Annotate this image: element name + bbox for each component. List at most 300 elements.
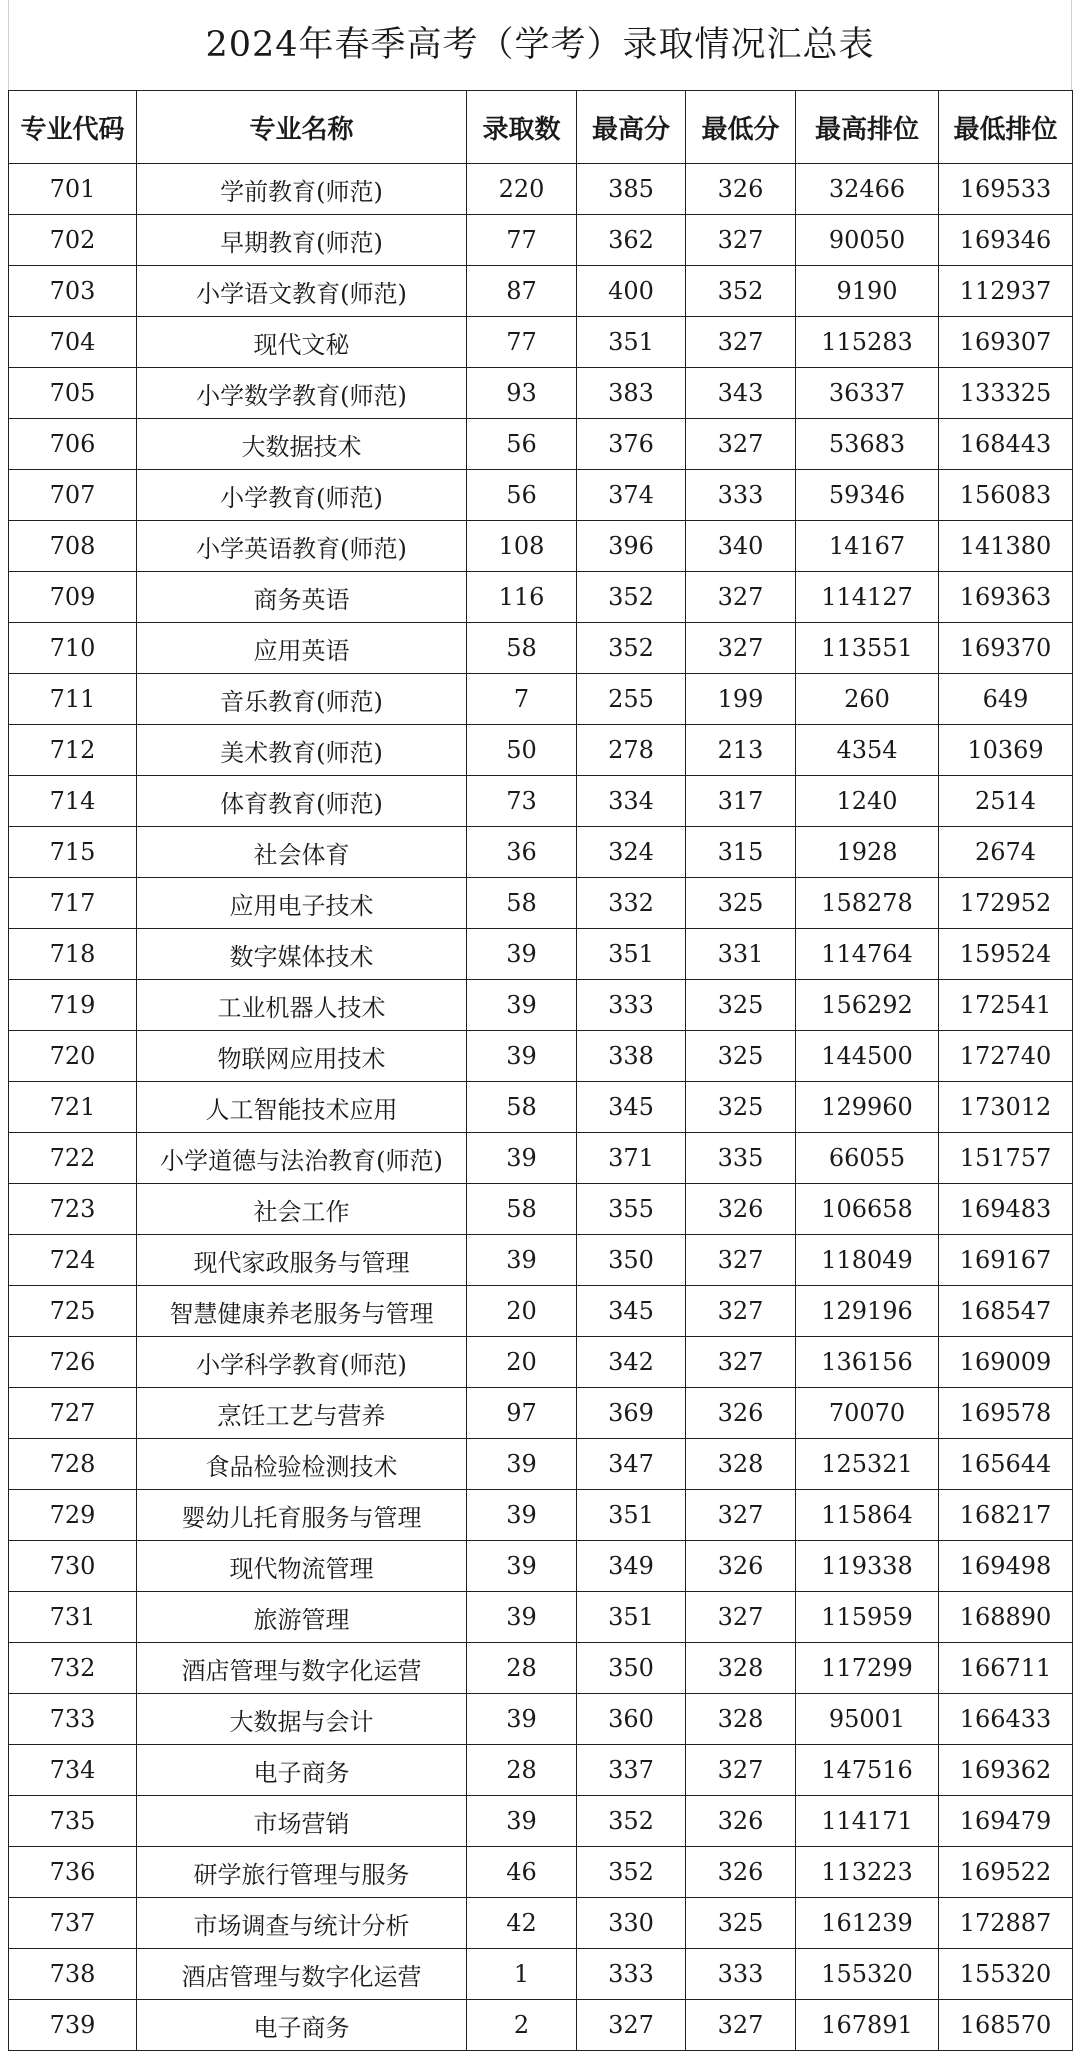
cell-major-code: 739 — [9, 2000, 137, 2051]
header-lowest-rank: 最低排位 — [939, 91, 1073, 164]
cell-highest-score: 255 — [577, 674, 686, 725]
cell-lowest-rank: 172952 — [939, 878, 1073, 929]
cell-major-name: 学前教育(师范) — [137, 164, 467, 215]
page-title: 2024年春季高考（学考）录取情况汇总表 — [8, 0, 1072, 90]
header-admitted-count: 录取数 — [467, 91, 577, 164]
cell-lowest-rank: 133325 — [939, 368, 1073, 419]
cell-highest-score: 345 — [577, 1286, 686, 1337]
cell-highest-score: 385 — [577, 164, 686, 215]
cell-admitted-count: 108 — [467, 521, 577, 572]
cell-lowest-score: 333 — [686, 1949, 796, 2000]
cell-lowest-score: 343 — [686, 368, 796, 419]
cell-admitted-count: 93 — [467, 368, 577, 419]
cell-admitted-count: 39 — [467, 1490, 577, 1541]
cell-major-code: 719 — [9, 980, 137, 1031]
cell-major-name: 小学科学教育(师范) — [137, 1337, 467, 1388]
cell-admitted-count: 39 — [467, 1235, 577, 1286]
table-row — [9, 572, 1073, 623]
cell-highest-score: 334 — [577, 776, 686, 827]
cell-major-name: 社会工作 — [137, 1184, 467, 1235]
cell-major-code: 702 — [9, 215, 137, 266]
cell-lowest-rank: 2514 — [939, 776, 1073, 827]
cell-highest-rank: 1240 — [796, 776, 939, 827]
cell-lowest-rank: 172541 — [939, 980, 1073, 1031]
cell-admitted-count: 73 — [467, 776, 577, 827]
cell-highest-rank: 70070 — [796, 1388, 939, 1439]
cell-major-name: 食品检验检测技术 — [137, 1439, 467, 1490]
cell-major-code: 715 — [9, 827, 137, 878]
cell-admitted-count: 56 — [467, 419, 577, 470]
cell-lowest-score: 317 — [686, 776, 796, 827]
table-row — [9, 1082, 1073, 1133]
cell-major-name: 现代家政服务与管理 — [137, 1235, 467, 1286]
cell-admitted-count: 46 — [467, 1847, 577, 1898]
cell-lowest-rank: 155320 — [939, 1949, 1073, 2000]
cell-admitted-count: 20 — [467, 1286, 577, 1337]
cell-lowest-rank: 169483 — [939, 1184, 1073, 1235]
table-row — [9, 419, 1073, 470]
cell-highest-rank: 1928 — [796, 827, 939, 878]
cell-admitted-count: 36 — [467, 827, 577, 878]
cell-highest-score: 351 — [577, 929, 686, 980]
cell-lowest-score: 326 — [686, 164, 796, 215]
cell-major-name: 酒店管理与数字化运营 — [137, 1643, 467, 1694]
cell-major-code: 737 — [9, 1898, 137, 1949]
cell-highest-rank: 158278 — [796, 878, 939, 929]
cell-lowest-score: 326 — [686, 1796, 796, 1847]
cell-major-code: 720 — [9, 1031, 137, 1082]
cell-major-code: 705 — [9, 368, 137, 419]
header-highest-rank: 最高排位 — [796, 91, 939, 164]
cell-major-code: 703 — [9, 266, 137, 317]
cell-admitted-count: 2 — [467, 2000, 577, 2051]
cell-lowest-rank: 156083 — [939, 470, 1073, 521]
cell-highest-rank: 9190 — [796, 266, 939, 317]
cell-lowest-score: 331 — [686, 929, 796, 980]
cell-highest-rank: 260 — [796, 674, 939, 725]
cell-lowest-score: 333 — [686, 470, 796, 521]
cell-lowest-rank: 169346 — [939, 215, 1073, 266]
cell-highest-rank: 14167 — [796, 521, 939, 572]
cell-highest-score: 351 — [577, 317, 686, 368]
cell-lowest-score: 340 — [686, 521, 796, 572]
cell-admitted-count: 39 — [467, 1592, 577, 1643]
cell-highest-score: 355 — [577, 1184, 686, 1235]
cell-highest-rank: 129196 — [796, 1286, 939, 1337]
cell-admitted-count: 39 — [467, 1133, 577, 1184]
header-highest-score: 最高分 — [577, 91, 686, 164]
cell-highest-score: 337 — [577, 1745, 686, 1796]
cell-admitted-count: 1 — [467, 1949, 577, 2000]
table-row — [9, 1031, 1073, 1082]
table-row — [9, 1133, 1073, 1184]
cell-major-name: 社会体育 — [137, 827, 467, 878]
cell-highest-rank: 32466 — [796, 164, 939, 215]
cell-major-code: 722 — [9, 1133, 137, 1184]
cell-highest-score: 345 — [577, 1082, 686, 1133]
cell-lowest-rank: 169363 — [939, 572, 1073, 623]
cell-lowest-rank: 172887 — [939, 1898, 1073, 1949]
cell-major-name: 小学数学教育(师范) — [137, 368, 467, 419]
cell-lowest-rank: 649 — [939, 674, 1073, 725]
cell-lowest-rank: 159524 — [939, 929, 1073, 980]
cell-lowest-score: 325 — [686, 1082, 796, 1133]
cell-lowest-score: 326 — [686, 1541, 796, 1592]
cell-admitted-count: 39 — [467, 929, 577, 980]
cell-major-code: 726 — [9, 1337, 137, 1388]
cell-lowest-rank: 172740 — [939, 1031, 1073, 1082]
cell-highest-rank: 144500 — [796, 1031, 939, 1082]
cell-major-code: 708 — [9, 521, 137, 572]
cell-lowest-score: 327 — [686, 1592, 796, 1643]
cell-major-name: 现代文秘 — [137, 317, 467, 368]
cell-highest-rank: 114171 — [796, 1796, 939, 1847]
cell-lowest-rank: 2674 — [939, 827, 1073, 878]
cell-lowest-score: 327 — [686, 623, 796, 674]
cell-major-name: 小学英语教育(师范) — [137, 521, 467, 572]
cell-highest-score: 362 — [577, 215, 686, 266]
cell-highest-rank: 129960 — [796, 1082, 939, 1133]
cell-highest-rank: 114764 — [796, 929, 939, 980]
cell-lowest-score: 327 — [686, 1337, 796, 1388]
cell-lowest-score: 327 — [686, 419, 796, 470]
cell-admitted-count: 87 — [467, 266, 577, 317]
cell-lowest-rank: 169578 — [939, 1388, 1073, 1439]
cell-admitted-count: 39 — [467, 1694, 577, 1745]
cell-major-name: 电子商务 — [137, 2000, 467, 2051]
cell-lowest-score: 325 — [686, 1898, 796, 1949]
cell-highest-rank: 118049 — [796, 1235, 939, 1286]
cell-admitted-count: 50 — [467, 725, 577, 776]
cell-highest-score: 333 — [577, 980, 686, 1031]
cell-lowest-rank: 168570 — [939, 2000, 1073, 2051]
cell-lowest-score: 327 — [686, 1745, 796, 1796]
cell-highest-rank: 90050 — [796, 215, 939, 266]
table-row — [9, 776, 1073, 827]
cell-highest-score: 352 — [577, 1847, 686, 1898]
table-row — [9, 1235, 1073, 1286]
cell-major-code: 723 — [9, 1184, 137, 1235]
table-row — [9, 470, 1073, 521]
cell-lowest-score: 327 — [686, 317, 796, 368]
cell-lowest-score: 328 — [686, 1439, 796, 1490]
cell-major-code: 732 — [9, 1643, 137, 1694]
table-row — [9, 827, 1073, 878]
cell-highest-rank: 95001 — [796, 1694, 939, 1745]
cell-highest-score: 369 — [577, 1388, 686, 1439]
cell-highest-rank: 36337 — [796, 368, 939, 419]
cell-lowest-score: 326 — [686, 1388, 796, 1439]
cell-major-name: 智慧健康养老服务与管理 — [137, 1286, 467, 1337]
cell-highest-rank: 113551 — [796, 623, 939, 674]
cell-admitted-count: 58 — [467, 1082, 577, 1133]
cell-admitted-count: 77 — [467, 215, 577, 266]
cell-major-name: 早期教育(师范) — [137, 215, 467, 266]
cell-highest-score: 333 — [577, 1949, 686, 2000]
cell-major-code: 709 — [9, 572, 137, 623]
cell-major-code: 738 — [9, 1949, 137, 2000]
cell-lowest-rank: 141380 — [939, 521, 1073, 572]
cell-highest-score: 396 — [577, 521, 686, 572]
cell-lowest-score: 327 — [686, 1490, 796, 1541]
cell-highest-score: 383 — [577, 368, 686, 419]
cell-major-name: 物联网应用技术 — [137, 1031, 467, 1082]
cell-major-code: 721 — [9, 1082, 137, 1133]
cell-major-name: 小学教育(师范) — [137, 470, 467, 521]
cell-lowest-score: 352 — [686, 266, 796, 317]
cell-admitted-count: 77 — [467, 317, 577, 368]
table-row — [9, 1796, 1073, 1847]
cell-major-name: 现代物流管理 — [137, 1541, 467, 1592]
table-row — [9, 2000, 1073, 2051]
cell-lowest-score: 327 — [686, 2000, 796, 2051]
header-lowest-score: 最低分 — [686, 91, 796, 164]
cell-highest-score: 351 — [577, 1490, 686, 1541]
table-row — [9, 878, 1073, 929]
cell-lowest-score: 328 — [686, 1643, 796, 1694]
cell-major-code: 706 — [9, 419, 137, 470]
cell-highest-rank: 156292 — [796, 980, 939, 1031]
cell-major-code: 735 — [9, 1796, 137, 1847]
table-row — [9, 317, 1073, 368]
cell-highest-score: 347 — [577, 1439, 686, 1490]
table-row — [9, 1184, 1073, 1235]
cell-highest-score: 400 — [577, 266, 686, 317]
cell-highest-rank: 53683 — [796, 419, 939, 470]
cell-lowest-score: 326 — [686, 1184, 796, 1235]
cell-major-name: 大数据技术 — [137, 419, 467, 470]
cell-major-name: 音乐教育(师范) — [137, 674, 467, 725]
cell-lowest-rank: 169533 — [939, 164, 1073, 215]
table-row — [9, 1337, 1073, 1388]
cell-highest-score: 338 — [577, 1031, 686, 1082]
cell-admitted-count: 58 — [467, 878, 577, 929]
cell-highest-rank: 117299 — [796, 1643, 939, 1694]
cell-lowest-score: 327 — [686, 215, 796, 266]
cell-major-code: 712 — [9, 725, 137, 776]
cell-highest-rank: 115283 — [796, 317, 939, 368]
cell-major-name: 酒店管理与数字化运营 — [137, 1949, 467, 2000]
cell-lowest-score: 327 — [686, 1286, 796, 1337]
cell-highest-score: 376 — [577, 419, 686, 470]
cell-highest-rank: 136156 — [796, 1337, 939, 1388]
cell-lowest-rank: 168443 — [939, 419, 1073, 470]
cell-lowest-score: 213 — [686, 725, 796, 776]
cell-major-code: 710 — [9, 623, 137, 674]
cell-major-code: 734 — [9, 1745, 137, 1796]
cell-admitted-count: 39 — [467, 980, 577, 1031]
cell-highest-rank: 106658 — [796, 1184, 939, 1235]
cell-highest-score: 360 — [577, 1694, 686, 1745]
cell-lowest-score: 335 — [686, 1133, 796, 1184]
cell-admitted-count: 116 — [467, 572, 577, 623]
cell-major-code: 736 — [9, 1847, 137, 1898]
cell-admitted-count: 97 — [467, 1388, 577, 1439]
cell-major-name: 体育教育(师范) — [137, 776, 467, 827]
cell-highest-score: 324 — [577, 827, 686, 878]
cell-major-name: 旅游管理 — [137, 1592, 467, 1643]
table-row — [9, 215, 1073, 266]
cell-lowest-rank: 169362 — [939, 1745, 1073, 1796]
cell-admitted-count: 28 — [467, 1745, 577, 1796]
cell-lowest-rank: 166433 — [939, 1694, 1073, 1745]
table-row — [9, 1490, 1073, 1541]
cell-admitted-count: 39 — [467, 1796, 577, 1847]
cell-highest-score: 352 — [577, 1796, 686, 1847]
cell-lowest-score: 325 — [686, 1031, 796, 1082]
table-row — [9, 1694, 1073, 1745]
cell-highest-rank: 59346 — [796, 470, 939, 521]
cell-major-name: 工业机器人技术 — [137, 980, 467, 1031]
cell-highest-score: 351 — [577, 1592, 686, 1643]
header-major-code: 专业代码 — [9, 91, 137, 164]
cell-highest-score: 350 — [577, 1643, 686, 1694]
cell-major-code: 731 — [9, 1592, 137, 1643]
table-row — [9, 368, 1073, 419]
cell-lowest-rank: 169479 — [939, 1796, 1073, 1847]
cell-major-name: 电子商务 — [137, 1745, 467, 1796]
cell-highest-score: 330 — [577, 1898, 686, 1949]
cell-admitted-count: 20 — [467, 1337, 577, 1388]
cell-major-code: 704 — [9, 317, 137, 368]
cell-major-code: 724 — [9, 1235, 137, 1286]
table-row — [9, 1286, 1073, 1337]
cell-admitted-count: 220 — [467, 164, 577, 215]
cell-major-name: 研学旅行管理与服务 — [137, 1847, 467, 1898]
cell-major-name: 数字媒体技术 — [137, 929, 467, 980]
cell-major-name: 应用电子技术 — [137, 878, 467, 929]
table-header-row — [9, 91, 1073, 164]
table-row — [9, 1745, 1073, 1796]
table-row — [9, 521, 1073, 572]
table-row — [9, 164, 1073, 215]
cell-lowest-score: 199 — [686, 674, 796, 725]
cell-lowest-score: 326 — [686, 1847, 796, 1898]
cell-major-name: 市场调查与统计分析 — [137, 1898, 467, 1949]
table-row — [9, 1643, 1073, 1694]
cell-lowest-score: 325 — [686, 878, 796, 929]
cell-highest-rank: 115959 — [796, 1592, 939, 1643]
cell-lowest-rank: 169498 — [939, 1541, 1073, 1592]
cell-lowest-rank: 169370 — [939, 623, 1073, 674]
cell-lowest-score: 327 — [686, 572, 796, 623]
cell-major-name: 大数据与会计 — [137, 1694, 467, 1745]
cell-lowest-rank: 173012 — [939, 1082, 1073, 1133]
table-row — [9, 980, 1073, 1031]
cell-admitted-count: 42 — [467, 1898, 577, 1949]
cell-highest-score: 352 — [577, 572, 686, 623]
cell-highest-rank: 114127 — [796, 572, 939, 623]
cell-lowest-rank: 151757 — [939, 1133, 1073, 1184]
cell-major-code: 701 — [9, 164, 137, 215]
cell-major-name: 小学语文教育(师范) — [137, 266, 467, 317]
cell-lowest-rank: 166711 — [939, 1643, 1073, 1694]
cell-highest-score: 371 — [577, 1133, 686, 1184]
table-row — [9, 1388, 1073, 1439]
cell-major-code: 711 — [9, 674, 137, 725]
cell-lowest-rank: 169522 — [939, 1847, 1073, 1898]
cell-admitted-count: 39 — [467, 1439, 577, 1490]
cell-highest-score: 327 — [577, 2000, 686, 2051]
cell-lowest-rank: 168217 — [939, 1490, 1073, 1541]
cell-highest-rank: 113223 — [796, 1847, 939, 1898]
cell-lowest-score: 328 — [686, 1694, 796, 1745]
cell-major-code: 728 — [9, 1439, 137, 1490]
cell-admitted-count: 28 — [467, 1643, 577, 1694]
cell-major-code: 717 — [9, 878, 137, 929]
cell-highest-rank: 4354 — [796, 725, 939, 776]
cell-highest-score: 278 — [577, 725, 686, 776]
table-row — [9, 266, 1073, 317]
cell-highest-rank: 161239 — [796, 1898, 939, 1949]
cell-highest-rank: 119338 — [796, 1541, 939, 1592]
cell-admitted-count: 58 — [467, 623, 577, 674]
table-row — [9, 1592, 1073, 1643]
table-row — [9, 674, 1073, 725]
cell-highest-rank: 147516 — [796, 1745, 939, 1796]
cell-major-name: 商务英语 — [137, 572, 467, 623]
cell-major-code: 727 — [9, 1388, 137, 1439]
cell-highest-rank: 66055 — [796, 1133, 939, 1184]
cell-highest-score: 352 — [577, 623, 686, 674]
cell-lowest-rank: 165644 — [939, 1439, 1073, 1490]
cell-major-code: 733 — [9, 1694, 137, 1745]
cell-major-name: 烹饪工艺与营养 — [137, 1388, 467, 1439]
cell-major-code: 718 — [9, 929, 137, 980]
cell-lowest-score: 327 — [686, 1235, 796, 1286]
cell-major-name: 美术教育(师范) — [137, 725, 467, 776]
table-row — [9, 1949, 1073, 2000]
cell-admitted-count: 7 — [467, 674, 577, 725]
cell-admitted-count: 58 — [467, 1184, 577, 1235]
cell-lowest-score: 315 — [686, 827, 796, 878]
cell-lowest-score: 325 — [686, 980, 796, 1031]
table-row — [9, 623, 1073, 674]
cell-lowest-rank: 169307 — [939, 317, 1073, 368]
cell-major-name: 应用英语 — [137, 623, 467, 674]
cell-lowest-rank: 169009 — [939, 1337, 1073, 1388]
cell-admitted-count: 39 — [467, 1541, 577, 1592]
cell-admitted-count: 56 — [467, 470, 577, 521]
cell-highest-rank: 155320 — [796, 1949, 939, 2000]
table-row — [9, 725, 1073, 776]
cell-lowest-rank: 10369 — [939, 725, 1073, 776]
table-row — [9, 1898, 1073, 1949]
cell-highest-rank: 125321 — [796, 1439, 939, 1490]
cell-highest-rank: 115864 — [796, 1490, 939, 1541]
table-body — [9, 164, 1073, 2051]
table-row — [9, 929, 1073, 980]
cell-highest-score: 350 — [577, 1235, 686, 1286]
cell-lowest-rank: 169167 — [939, 1235, 1073, 1286]
admission-summary-table — [8, 90, 1073, 2051]
table-row — [9, 1847, 1073, 1898]
cell-major-name: 婴幼儿托育服务与管理 — [137, 1490, 467, 1541]
cell-lowest-rank: 112937 — [939, 266, 1073, 317]
cell-major-code: 725 — [9, 1286, 137, 1337]
cell-highest-score: 342 — [577, 1337, 686, 1388]
cell-major-name: 小学道德与法治教育(师范) — [137, 1133, 467, 1184]
cell-major-name: 人工智能技术应用 — [137, 1082, 467, 1133]
table-row — [9, 1541, 1073, 1592]
cell-lowest-rank: 168890 — [939, 1592, 1073, 1643]
cell-major-name: 市场营销 — [137, 1796, 467, 1847]
cell-lowest-rank: 168547 — [939, 1286, 1073, 1337]
cell-major-code: 730 — [9, 1541, 137, 1592]
cell-highest-score: 349 — [577, 1541, 686, 1592]
cell-highest-score: 332 — [577, 878, 686, 929]
cell-major-code: 707 — [9, 470, 137, 521]
